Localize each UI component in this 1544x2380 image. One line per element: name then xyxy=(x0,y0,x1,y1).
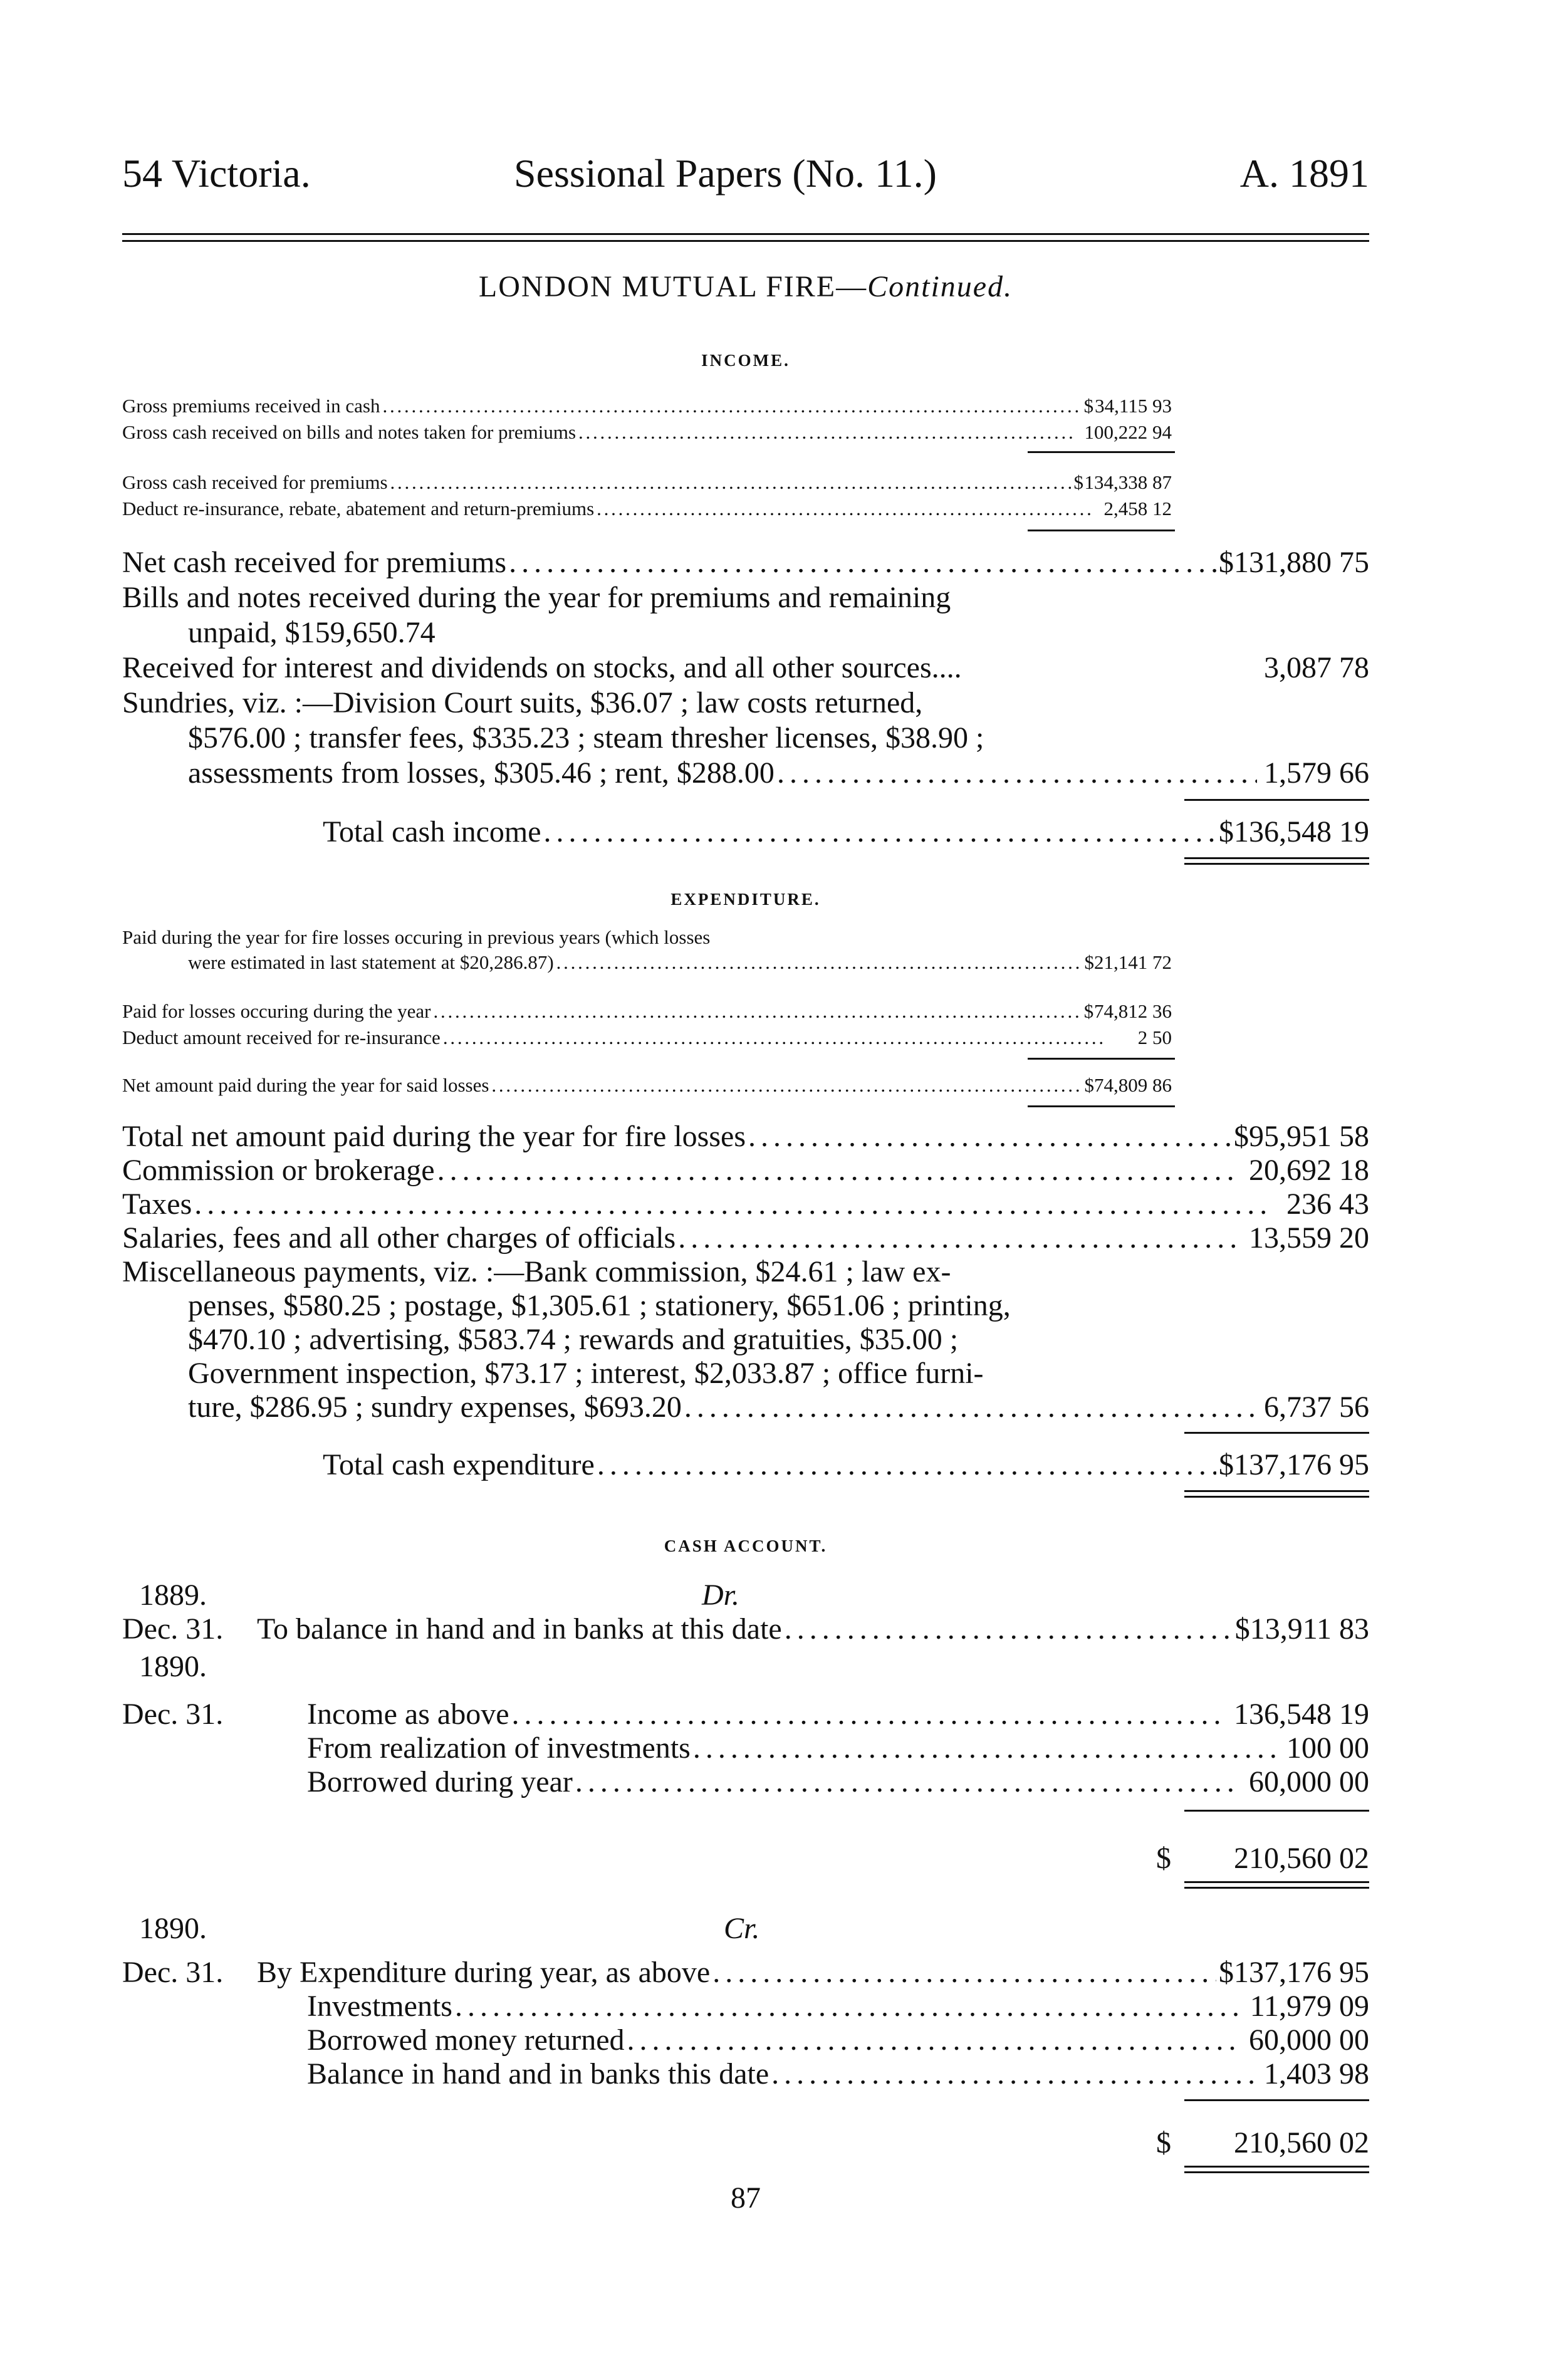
dr-investments-row: From realization of investments . . . 100 00 xyxy=(307,1731,1369,1766)
misc-line: Government inspection, $73.17 ; interest, $2,033.87 ; office furni- xyxy=(188,1357,984,1390)
taxes-row: Taxes . . . 236 43 xyxy=(122,1187,1369,1222)
cr-total-row: $ 210,560 02 xyxy=(1156,2126,1369,2159)
commission-row: Commission or brokerage . . . 20,692 18 xyxy=(122,1153,1369,1188)
losses-year-row: Paid for losses occuring during the year . . . $ 74,812 36 xyxy=(122,1000,1172,1023)
expenditure-heading: EXPENDITURE. xyxy=(670,890,821,909)
subtotal-rule xyxy=(1028,530,1175,531)
total-rule xyxy=(1184,799,1369,801)
dr-label: Dr. xyxy=(702,1579,740,1612)
deduct-reinsurance-row: Deduct re-insurance, rebate, abatement and return-premiums . . . 2,458 12 xyxy=(122,498,1172,520)
cr-label: Cr. xyxy=(724,1912,760,1945)
total-rule xyxy=(1184,2099,1369,2101)
total-double-rule xyxy=(1184,1881,1369,1889)
header-center: Sessional Papers (No. 11.) xyxy=(514,151,937,196)
salaries-row: Salaries, fees and all other charges of officials . . . 13,559 20 xyxy=(122,1221,1369,1256)
cash-account-heading: CASH ACCOUNT. xyxy=(664,1537,828,1555)
subtotal-rule xyxy=(1028,451,1175,453)
total-double-rule xyxy=(1184,1490,1369,1498)
dr-borrowed-row: Borrowed during year . . . 60,000 00 xyxy=(307,1765,1369,1800)
misc-line: penses, $580.25 ; postage, $1,305.61 ; stationery, $651.06 ; printing, xyxy=(188,1289,1011,1322)
misc-row: ture, $286.95 ; sundry expenses, $693.20 . . . 6,737 56 xyxy=(188,1390,1369,1425)
bills-notes-line: Bills and notes received during the year for premiums and remaining xyxy=(122,581,951,614)
bills-notes-line: unpaid, $159,650.74 xyxy=(188,616,436,649)
subtotal-rule xyxy=(1028,1058,1175,1060)
prev-losses-row: were estimated in last statement at $20,286.87) . . . $ 21,141 72 xyxy=(188,951,1172,974)
dr-income-row: Income as above . . . 136,548 19 xyxy=(307,1697,1369,1732)
total-expenditure-row: Total cash expenditure . . . $ 137,176 95 xyxy=(323,1448,1369,1483)
dr-year-1890: 1890. xyxy=(139,1650,207,1683)
cr-investments-row: Investments . . . 11,979 09 xyxy=(307,1989,1369,2024)
subtotal-rule xyxy=(1028,1105,1175,1107)
prev-losses-line: Paid during the year for fire losses occuring in previous years (which losses xyxy=(122,926,711,948)
header-left: 54 Victoria. xyxy=(122,151,311,196)
cr-date: Dec. 31. xyxy=(122,1956,224,1989)
gross-premiums-row: Gross premiums received in cash . . . $ 34,115 93 xyxy=(122,395,1172,417)
cr-year: 1890. xyxy=(139,1912,207,1945)
gross-bills-notes-row: Gross cash received on bills and notes taken for premiums . . . 100,222 94 xyxy=(122,421,1172,444)
cr-borrowed-row: Borrowed money returned . . . 60,000 00 xyxy=(307,2023,1369,2058)
dr-date: Dec. 31. xyxy=(122,1612,224,1646)
net-losses-row: Net amount paid during the year for said losses . . . $ 74,809 86 xyxy=(122,1074,1172,1097)
total-net-fire-row: Total net amount paid during the year for fire losses . . . $ 95,951 58 xyxy=(122,1119,1369,1154)
deduct-reinsurance-row: Deduct amount received for re-insurance . . . 2 50 xyxy=(122,1026,1172,1049)
interest-row: Received for interest and dividends on stocks, and all other sources.... 3,087 78 xyxy=(122,651,1369,684)
page-number: 87 xyxy=(731,2181,761,2215)
dr-date: Dec. 31. xyxy=(122,1698,224,1731)
dr-total-row: $ 210,560 02 xyxy=(1156,1842,1369,1875)
dr-year: 1889. xyxy=(139,1579,207,1612)
total-double-rule xyxy=(1184,857,1369,865)
header-double-rule xyxy=(122,233,1369,242)
page-title: LONDON MUTUAL FIRE—Continued. xyxy=(478,270,1013,303)
income-heading: INCOME. xyxy=(701,351,790,370)
sundries-row: assessments from losses, $305.46 ; rent, $288.00 . . . 1,579 66 xyxy=(188,756,1369,791)
gross-cash-premiums-row: Gross cash received for premiums . . . $ 134,338 87 xyxy=(122,471,1172,494)
total-income-row: Total cash income . . . $ 136,548 19 xyxy=(323,815,1369,850)
header-right: A. 1891 xyxy=(1239,151,1369,196)
dr-balance-row: To balance in hand and in banks at this date . . . $ 13,911 83 xyxy=(257,1612,1369,1647)
total-rule xyxy=(1184,1432,1369,1434)
total-double-rule xyxy=(1184,2166,1369,2173)
sundries-line: Sundries, viz. :—Division Court suits, $36.07 ; law costs returned, xyxy=(122,686,923,719)
running-header xyxy=(122,150,1369,207)
misc-line: Miscellaneous payments, viz. :—Bank commission, $24.61 ; law ex- xyxy=(122,1255,951,1288)
misc-line: $470.10 ; advertising, $583.74 ; rewards and gratuities, $35.00 ; xyxy=(188,1323,959,1356)
sundries-line: $576.00 ; transfer fees, $335.23 ; steam thresher licenses, $38.90 ; xyxy=(188,721,984,754)
cr-expenditure-row: By Expenditure during year, as above . . . $ 137,176 95 xyxy=(257,1955,1369,1990)
net-cash-row: Net cash received for premiums . . . $ 131,880 75 xyxy=(122,545,1369,580)
total-rule xyxy=(1184,1810,1369,1812)
cr-balance-row: Balance in hand and in banks this date . . . 1,403 98 xyxy=(307,2057,1369,2092)
